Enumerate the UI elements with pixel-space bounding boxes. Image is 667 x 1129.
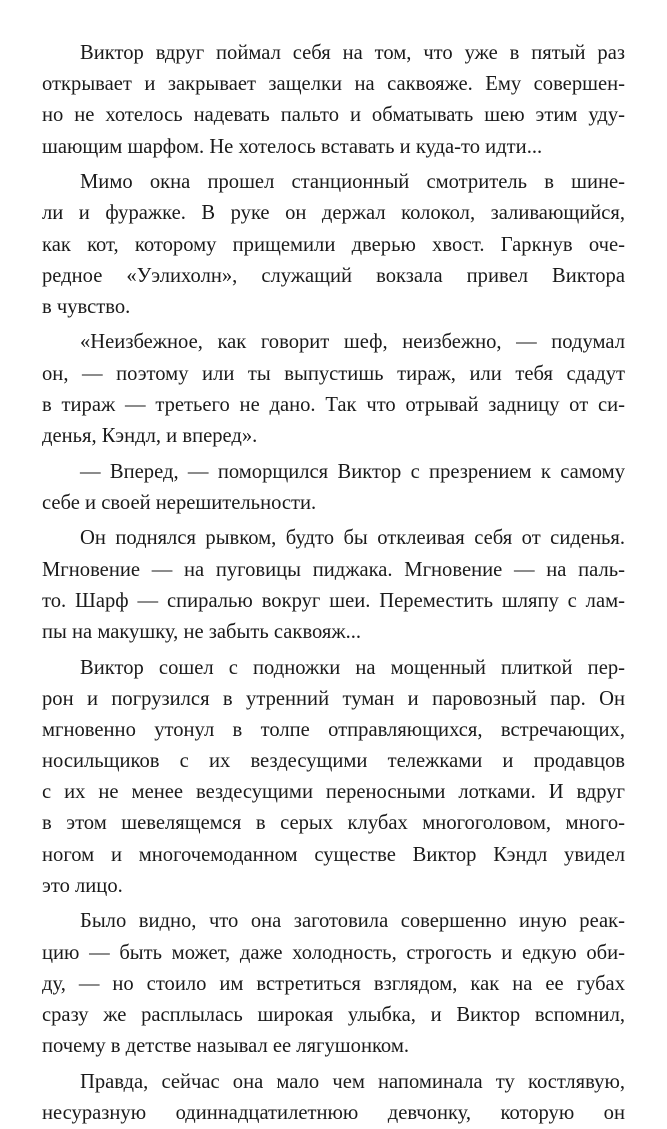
text-line: в тираж — третьего не дано. Так что отрывай задницу от си- <box>42 393 625 416</box>
text-line: Виктор сошел с подножки на мощенный плиткой пер- <box>80 656 625 679</box>
text-line: носильщиков с их вездесущими тележками и продавцов <box>42 750 625 773</box>
text-line: ли и фуражке. В руке он держал колокол, заливающийся, <box>42 202 625 225</box>
text-line: почему в детстве называл ее лягушонком. <box>42 1035 410 1058</box>
text-line: сразу же расплылась широкая улыбка, и Виктор вспомнил, <box>42 1003 625 1026</box>
text-line: ду, — но стоило им встретиться взглядом, как на ее губах <box>42 972 625 995</box>
paragraph-2 <box>42 167 625 323</box>
text-line: ногом и многочемоданном существе Виктор Кэндл увидел <box>42 843 625 866</box>
text-line: рон и погрузился в утренний туман и паровозный пар. Он <box>42 687 625 710</box>
text-line: себе и своей нерешительности. <box>42 491 317 514</box>
paragraph-6 <box>42 653 625 903</box>
paragraph-8 <box>42 1067 625 1129</box>
text-line: Мимо окна прошел станционный смотритель в шине- <box>80 171 625 194</box>
text-line: но не хотелось надевать пальто и обматывать шею этим уду- <box>42 104 625 127</box>
text-line: — Вперед, — поморщился Виктор с презрением к самому <box>80 460 625 483</box>
text-line: как кот, которому прищемили дверью хвост. Гаркнув оче- <box>42 233 625 256</box>
text-line: то. Шарф — спиралью вокруг шеи. Переместить шляпу с лам- <box>42 589 625 612</box>
text-line: с их не менее вездесущими переносными лотками. И вдруг <box>42 781 625 804</box>
paragraph-5 <box>42 523 625 648</box>
text-line: денья, Кэндл, и вперед». <box>42 425 258 448</box>
text-line: Он поднялся рывком, будто бы отклеивая себя от сиденья. <box>80 527 625 550</box>
text-line: в чувство. <box>42 295 131 318</box>
text-line: Было видно, что она заготовила совершенно иную реак- <box>80 910 625 933</box>
paragraph-7 <box>42 906 625 1062</box>
paragraph-4 <box>42 457 625 519</box>
text-line: Правда, сейчас она мало чем напоминала ту костлявую, <box>80 1070 625 1093</box>
text-line: Виктор вдруг поймал себя на том, что уже в пятый раз <box>80 42 625 64</box>
text-line: пы на макушку, не забыть саквояж... <box>42 620 362 643</box>
text-line: он, — поэтому или ты выпустишь тираж, или тебя сдадут <box>42 362 625 385</box>
text-line: в этом шевелящемся в серых клубах многоголовом, много- <box>42 812 625 835</box>
text-line: открывает и закрывает защелки на саквояже. Ему совершен- <box>42 73 625 96</box>
paragraph-1 <box>42 38 625 163</box>
text-line: «Неизбежное, как говорит шеф, неизбежно, — подумал <box>80 331 625 354</box>
text-line: несуразную одиннадцатилетнюю девчонку, которую он <box>42 1101 625 1124</box>
text-line: Мгновение — на пуговицы пиджака. Мгновение — на паль- <box>42 558 625 581</box>
text-line: цию — быть может, даже холодность, строгость и едкую оби- <box>42 941 625 964</box>
paragraph-3 <box>42 327 625 452</box>
text-line: это лицо. <box>42 874 123 897</box>
text-line: редное «Уэлихолн», служащий вокзала привел Виктора <box>42 264 625 287</box>
text-line: шающим шарфом. Не хотелось вставать и куда-то идти... <box>42 135 543 158</box>
text-line: мгновенно утонул в толпе отправляющихся, встречающих, <box>42 718 625 741</box>
